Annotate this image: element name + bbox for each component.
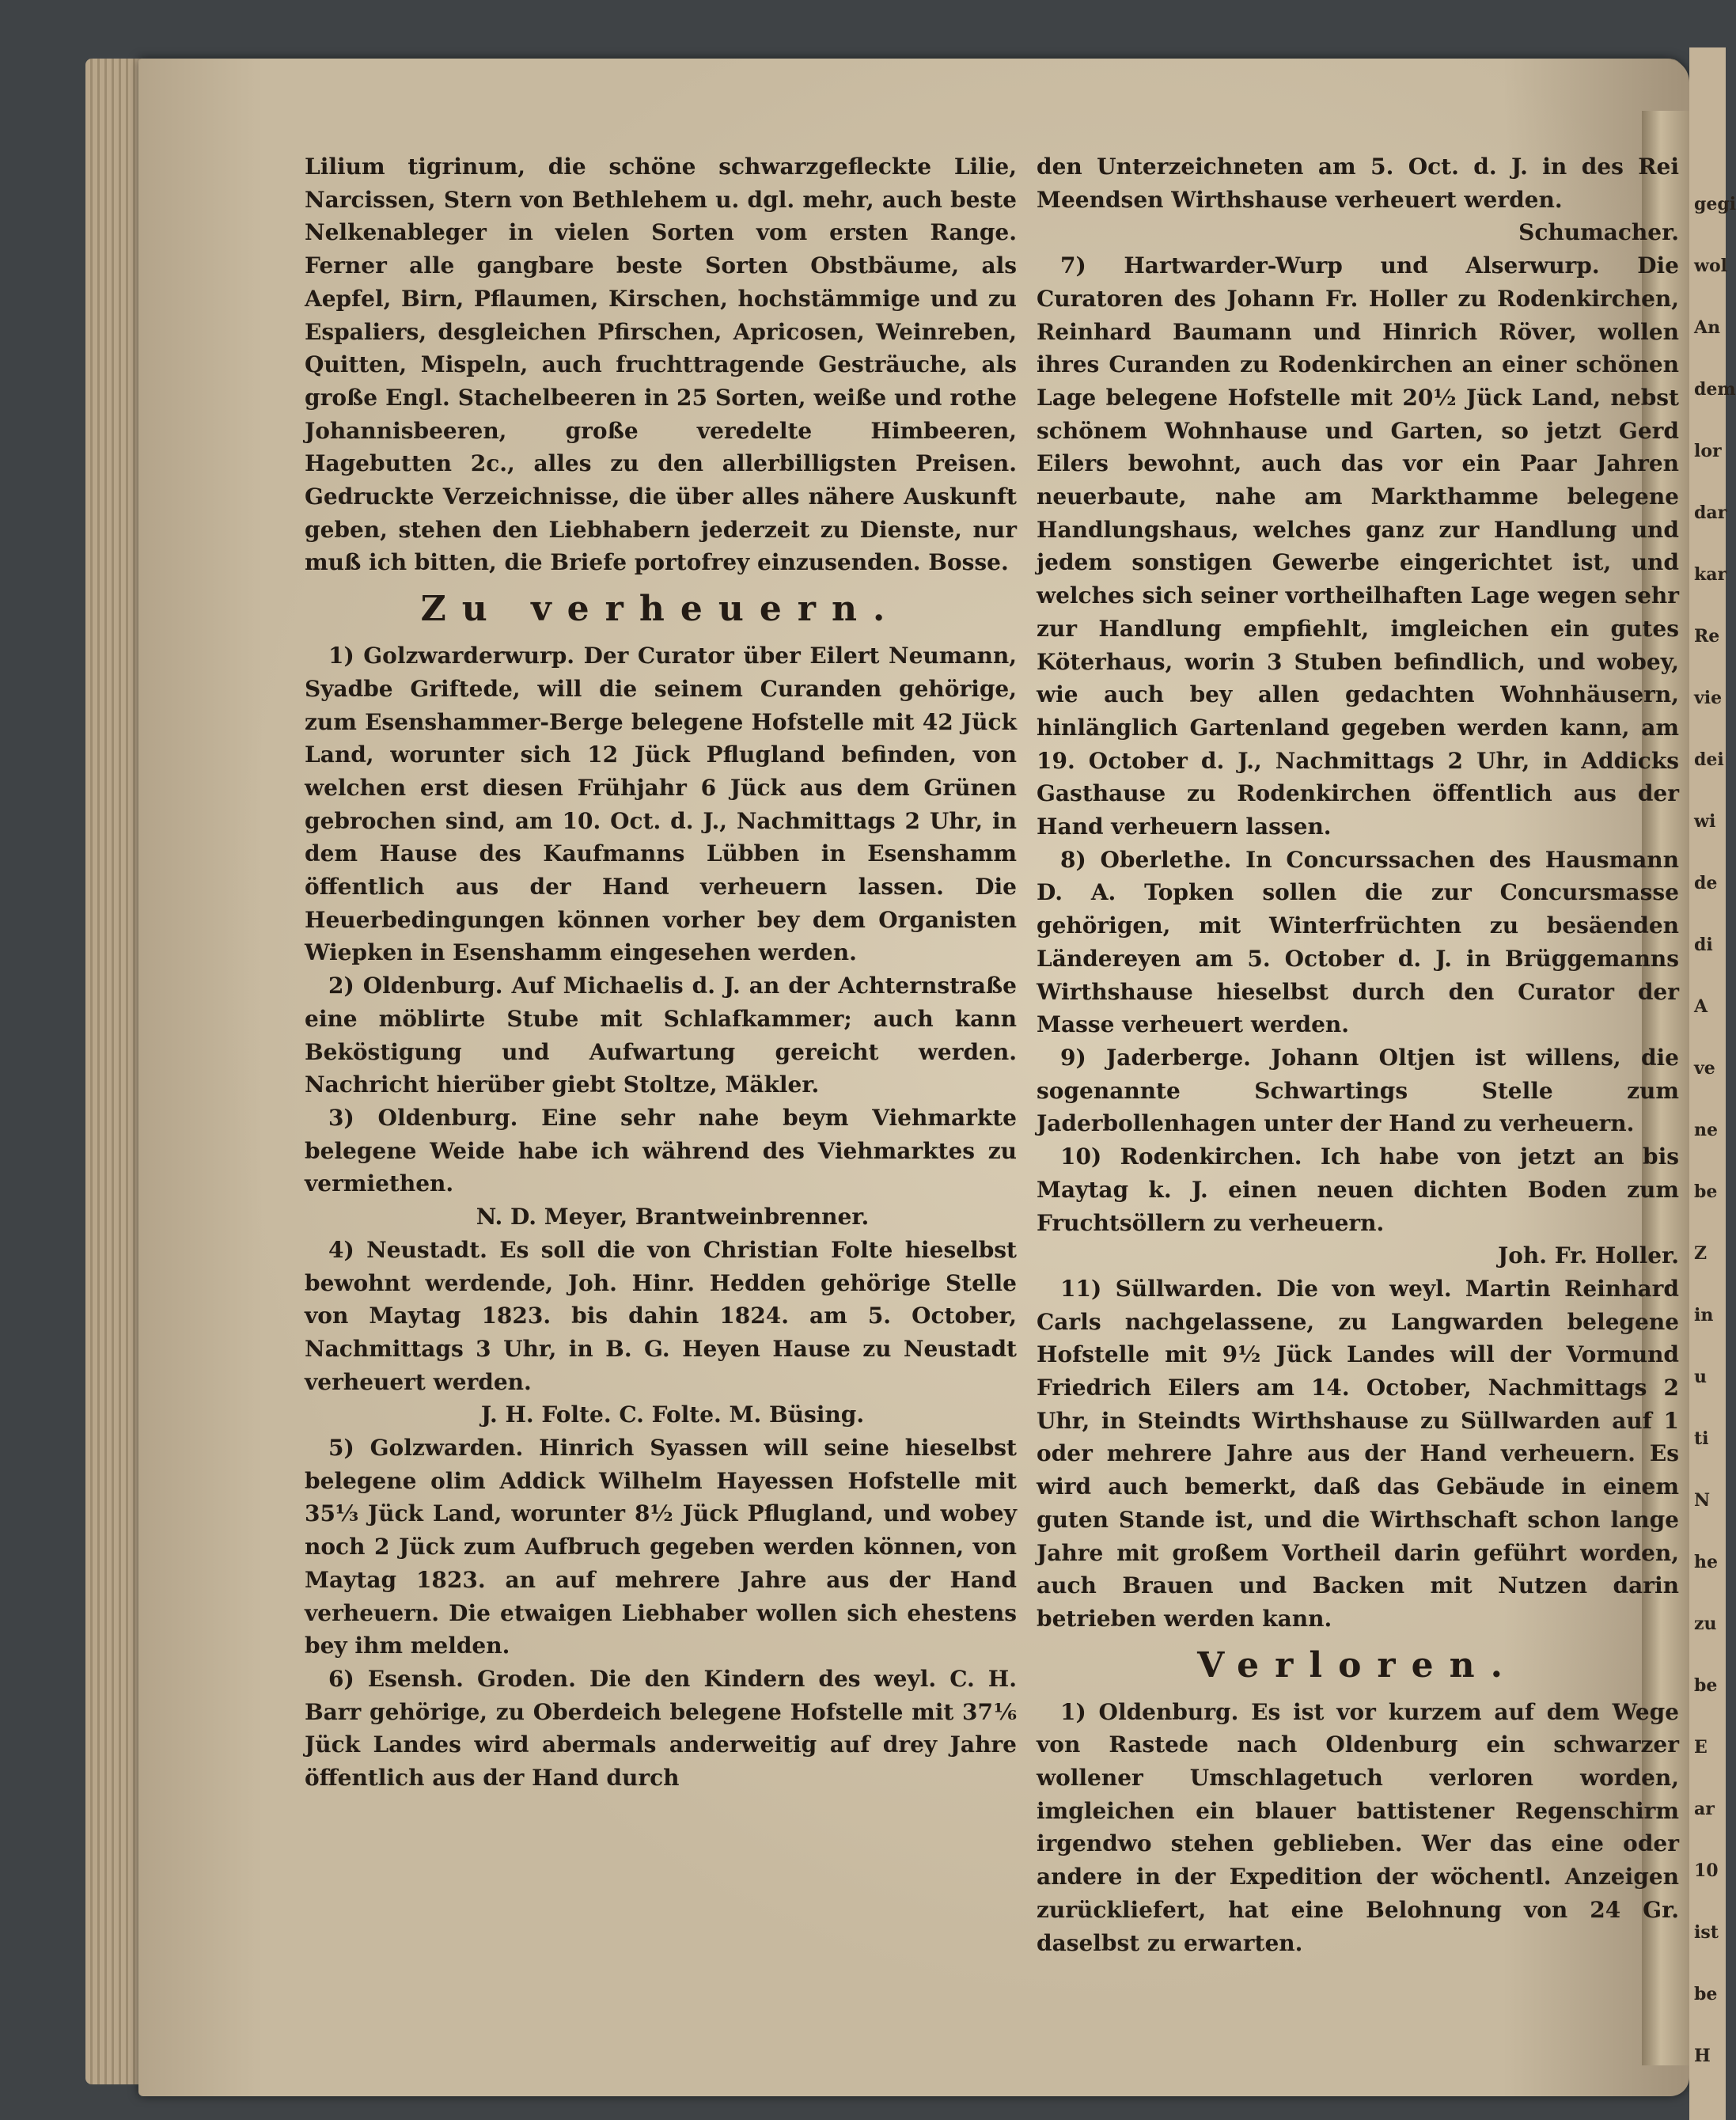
notice-esensh-groden: 6) Esensh. Groden. Die den Kindern des weyl. C. H. Barr gehörige, zu Oberdeich belegene Hofstelle mit 37⅙ Jück Landes wird abermals anderweitig auf drey Jahre öffentlich aus der Hand durch (305, 1665, 1017, 1792)
right-column (1037, 150, 1679, 1959)
next-page-fragment: Re (1694, 626, 1720, 647)
notice-neustadt: 4) Neustadt. Es soll die von Christian Folte hieselbst bewohnt werdende, Joh. Hinr. Hedden gehörige Stelle von Maytag 1823. bis dahin 1824. am 5. October, Nachmittags 3 Uhr, in B. G. Heyen Hause zu Neustadt verheuert werden. (305, 1236, 1017, 1395)
next-page-fragment: ist (1694, 1922, 1719, 1943)
next-page-fragment: E (1694, 1737, 1708, 1758)
notice-sullwarden: 11) Süllwarden. Die von weyl. Martin Reinhard Carls nachgelassene, zu Langwarden belegene Hofstelle mit 9½ Jück Landes will der Vormund Friedrich Eilers am 14. October, Nachmittags 2 Uhr, in Steindts Wirthshause zu Süllwarden auf 1 oder mehrere Jahre aus der Hand verheuern. Es wird auch bemerkt, daß das Gebäude in einem guten Stande ist, und die Wirthschaft schon lange Jahre mit großem Vortheil darin geführt worden, auch Brauen und Backen mit Nutzen darin betrieben werden kann. (1037, 1275, 1679, 1632)
notice-oberlethe: 8) Oberlethe. In Concurssachen des Hausmann D. A. Topken sollen die zur Concursmasse gehörigen, mit Winterfrüchten zu besäenden Ländereyen am 5. October d. J. in Brüggemanns Wirthshause hieselbst durch den Curator der Masse verheuert werden. (1037, 846, 1679, 1038)
next-page-fragment: ve (1694, 1058, 1715, 1079)
next-page-fragment: di (1694, 935, 1713, 955)
next-page-fragment: be (1694, 1675, 1718, 1696)
next-page-fragment: Z (1694, 1243, 1708, 1264)
left-column (305, 150, 1017, 1795)
next-page-fragment: N (1694, 1490, 1711, 1511)
next-page-fragment: kar (1694, 564, 1727, 585)
notice-jaderberge: 9) Jaderberge. Johann Oltjen ist willens, die sogenannte Schwartings Stelle zum Jaderbollenhagen unter der Hand zu verheuern. (1037, 1044, 1679, 1137)
next-page-fragment: 10 (1694, 1860, 1719, 1881)
next-page-fragment: gegi (1694, 194, 1736, 214)
notice-golzwarden: 5) Golzwarden. Hinrich Syassen will seine hieselbst belegene olim Addick Wilhelm Hayessen Hofstelle mit 35⅓ Jück Land, worunter 8½ Jück Pflugland, und wobey noch 2 Jück zum Aufbruch gegeben werden können, von Maytag 1823. an auf mehrere Jahre aus der Hand verheuern. Die etwaigen Liebhaber wollen sich ehestens bey ihm melden. (305, 1435, 1017, 1659)
signature-meyer: N. D. Meyer, Brantweinbrenner. (476, 1204, 870, 1231)
next-page-fragment: H (1694, 2046, 1711, 2066)
next-page-fragment: A (1694, 996, 1708, 1017)
next-page-fragment: be (1694, 1984, 1718, 2004)
next-page-edge (1689, 47, 1736, 2120)
notice-oldenburg-pasture: 3) Oldenburg. Eine sehr nahe beym Viehmarkte belegene Weide habe ich während des Viehmarktes zu vermiethen. (305, 1104, 1017, 1197)
next-page-fragment: ti (1694, 1428, 1709, 1449)
next-page-fragment: in (1694, 1305, 1714, 1325)
signature-holler: Joh. Fr. Holler. (1498, 1242, 1679, 1269)
seed-list-text: Lilium tigrinum, die schöne schwarzgefleckte Lilie, Narcissen, Stern von Bethlehem u. dgl. mehr, auch beste Nelkenableger in vielen Sorten vom ersten Range. Ferner alle gangbare beste Sorten Obstbäume, als Aepfel, Birn, Pflaumen, Kirschen, hochstämmige und zu Espaliers, desgleichen Pfirschen, Apricosen, Weinreben, Quitten, Mispeln, auch fruchttragende Gesträuche, als große Engl. Stachelbeeren in 25 Sorten, weiße und rothe Johannisbeeren, große veredelte Himbeeren, Hagebutten 2c., alles zu den allerbilligsten Preisen. Gedruckte Verzeichnisse, die über alles nähere Auskunft geben, stehen den Liebhabern jederzeit zu Dienste, nur muß ich bitten, die Briefe portofrey einzusenden. Bosse. (305, 154, 1017, 576)
notice-rodenkirchen: 10) Rodenkirchen. Ich habe von jetzt an bis Maytag k. J. einen neuen dichten Boden zum Fruchtsöllern zu verheuern. (1037, 1143, 1679, 1236)
next-page-fragment: lor (1694, 441, 1722, 461)
next-page-fragment: ar (1694, 1799, 1715, 1819)
notice-golzwarderwurp: 1) Golzwarderwurp. Der Curator über Eilert Neumann, Syadbe Griftede, will die seinem Curanden gehörige, zum Esenshammer-Berge belegene Hofstelle mit 42 Jück Land, worunter sich 12 Jück Pflugland befinden, von welchen erst diesen Frühjahr 6 Jück aus dem Grünen gebrochen sind, am 10. Oct. d. J., Nachmittags 2 Uhr, in dem Hause des Kaufmanns Lübben in Esenshamm öffentlich aus der Hand verheuern lassen. Die Heuerbedingungen können vorher bey dem Organisten Wiepken in Esenshamm eingesehen werden. (305, 643, 1017, 966)
next-page-fragment: An (1694, 317, 1721, 338)
next-page-fragment: de (1694, 873, 1718, 893)
next-page-fragment: dar (1694, 503, 1727, 523)
next-page-fragment: wi (1694, 811, 1716, 832)
next-page-fragment: ne (1694, 1120, 1718, 1140)
section-heading-zu-verheuern: Zu verheuern. (420, 589, 901, 630)
next-page-fragment: zu (1694, 1614, 1717, 1634)
signature-folte: J. H. Folte. C. Folte. M. Büsing. (480, 1401, 865, 1428)
notice-lost-items: 1) Oldenburg. Es ist vor kurzem auf dem Wege von Rastede nach Oldenburg ein schwarzer wollener Umschlagetuch verloren worden, imgleichen ein blauer battistener Regenschirm irgendwo stehen geblieben. Wer das eine oder andere in der Expedition der wöchentl. Anzeigen zurückliefert, hat eine Belohnung von 24 Gr. daselbst zu erwarten. (1037, 1698, 1679, 1956)
next-page-fragment: vie (1694, 688, 1723, 708)
next-page-fragment: dem (1694, 379, 1736, 400)
notice-hartwarder-wurp: 7) Hartwarder-Wurp und Alserwurp. Die Curatoren des Johann Fr. Holler zu Rodenkirchen, Reinhard Baumann und Hinrich Röver, wollen ihres Curanden zu Rodenkirchen an einer schönen Lage belegene Hofstelle mit 20½ Jück Land, nebst schönem Wohnhause und Garten, so jetzt Gerd Eilers bewohnt, auch das vor ein Paar Jahren neuerbaute, nahe am Markthamme belegene Handlungshaus, welches ganz zur Handlung und jedem sonstigen Gewerbe eingerichtet ist, und welches sich seiner vortheilhaften Lage wegen sehr zur Handlung empfiehlt, imgleichen ein gutes Köterhaus, worin 3 Stuben befindlich, und wobey, wie auch bey allen gedachten Wohnhäusern, hinlänglich Gartenland gegeben werden kann, am 19. October d. J., Nachmittags 2 Uhr, in Addicks Gasthause zu Rodenkirchen öffentlich aus der Hand verheuern lassen. (1037, 252, 1679, 840)
next-page-fragment: wol (1694, 256, 1727, 276)
next-page-fragment: he (1694, 1552, 1718, 1572)
section-heading-verloren: Verloren. (1197, 1644, 1518, 1686)
signature-schumacher: Schumacher. (1518, 219, 1679, 246)
next-page-fragment: u (1694, 1367, 1707, 1387)
next-page-fragment: dei (1694, 749, 1724, 770)
notice-continuation: den Unterzeichneten am 5. Oct. d. J. in des Rei Meendsen Wirthshause verheuert werden. (1037, 154, 1679, 213)
next-page-fragment: be (1694, 1181, 1718, 1202)
notice-oldenburg-room: 2) Oldenburg. Auf Michaelis d. J. an der Achternstraße eine möblirte Stube mit Schlafkammer; auch kann Beköstigung und Aufwartung gereicht werden. Nachricht hierüber giebt Stoltze, Mäkler. (305, 973, 1017, 1098)
